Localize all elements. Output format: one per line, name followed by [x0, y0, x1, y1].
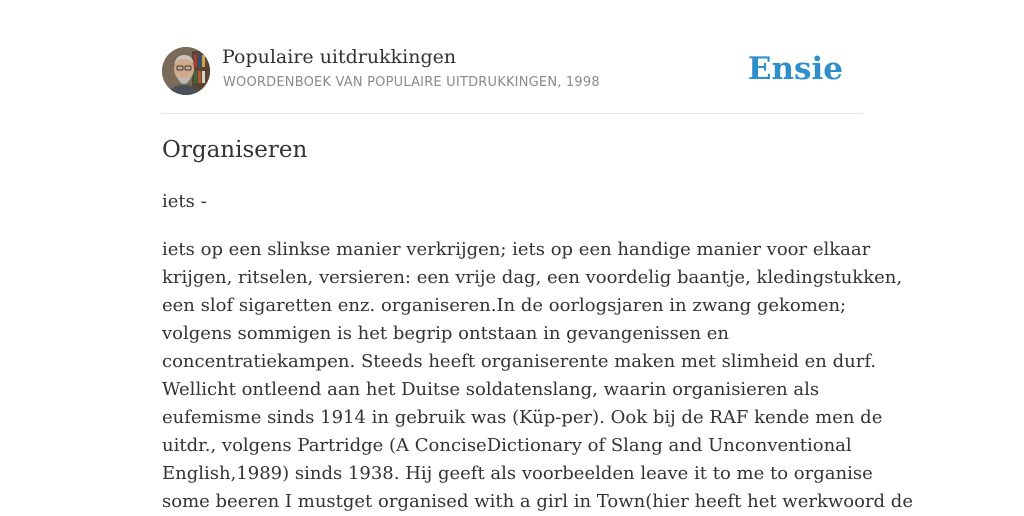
entry-body-line: iets op een slinkse manier verkrijgen; iets op een handige manier voor elkaar	[162, 239, 871, 260]
author-portrait-icon	[162, 47, 210, 95]
entry-body-line: eufemisme sinds 1914 in gebruik was (Küp-per). Ook bij de RAF kende men de	[162, 407, 883, 428]
entry-body-line: English,1989) sinds 1938. Hij geeft als voorbeelden leave it to me to organise	[162, 463, 873, 484]
entry-body-line: krijgen, ritselen, versieren: een vrije dag, een voordelig baantje, kledingstukken,	[162, 267, 903, 288]
entry-body-line: een slof sigaretten enz. organiseren.In de oorlogsjaren in zwang gekomen;	[162, 295, 847, 316]
entry-subtitle: iets -	[162, 191, 207, 212]
header-divider	[162, 113, 862, 114]
entry-body-line: some beeren I mustget organised with a girl in Town(hier heeft het werkwoord de	[162, 491, 913, 512]
entry-body-line: volgens sommigen is het begrip ontstaan in gevangenissen en	[162, 323, 730, 344]
ensie-logo[interactable]: Ensie	[747, 51, 843, 87]
entry-title: Organiseren	[162, 137, 308, 163]
entry-body-line: Wellicht ontleend aan het Duitse soldatenslang, waarin organisieren als	[162, 379, 820, 400]
entry-body-line: uitdr., volgens Partridge (A ConciseDictionary of Slang and Unconventional	[162, 435, 852, 456]
entry-body-line: concentratiekampen. Steeds heeft organiserente maken met slimheid en durf.	[162, 351, 877, 372]
source-subtitle: WOORDENBOEK VAN POPULAIRE UITDRUKKINGEN, 1998	[223, 75, 600, 90]
source-title[interactable]: Populaire uitdrukkingen	[222, 46, 457, 68]
source-header	[162, 46, 862, 96]
author-avatar[interactable]	[162, 47, 210, 95]
entry-body	[162, 236, 913, 516]
